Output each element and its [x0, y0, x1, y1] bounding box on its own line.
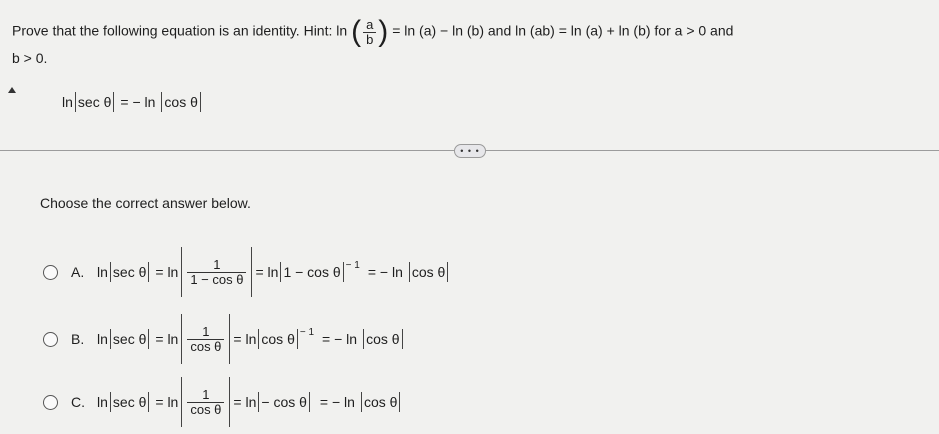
- option-letter: A.: [71, 264, 85, 280]
- math-eq: = ln: [155, 264, 179, 280]
- math-mid: = ln: [233, 331, 257, 347]
- math-eq: = ln: [155, 331, 179, 347]
- math-inner: sec θ: [112, 394, 147, 410]
- hint-numerator: a: [363, 18, 376, 33]
- math-inner: sec θ: [112, 331, 147, 347]
- collapse-triangle-icon[interactable]: [8, 87, 16, 93]
- statement-lhs: ln: [62, 94, 73, 110]
- answer-option-a[interactable]: [43, 247, 450, 297]
- radio-button-c[interactable]: [43, 395, 58, 410]
- math-ln: ln: [97, 264, 108, 280]
- answer-option-c[interactable]: [43, 377, 402, 427]
- option-math: [97, 247, 450, 297]
- math-rhs-inner: cos θ: [366, 331, 400, 347]
- prompt-text-2: = ln (a) − ln (b) and ln (ab) = ln (a) + ln (b) for a > 0 and: [392, 22, 734, 39]
- choose-instruction: Choose the correct answer below.: [40, 195, 251, 211]
- math-ln: ln: [97, 331, 108, 347]
- option-math: [97, 314, 405, 364]
- prompt-text-3: b > 0.: [12, 50, 48, 66]
- hint-fraction: [363, 18, 376, 47]
- more-options-button[interactable]: • • •: [454, 144, 486, 158]
- prompt-text-1: Prove that the following equation is an identity. Hint: ln: [12, 22, 348, 39]
- radio-button-b[interactable]: [43, 332, 58, 347]
- hint-denominator: b: [366, 31, 374, 47]
- option-fraction: $\frac{1}{\text{cos θ}}$: [187, 325, 224, 354]
- math-mid-inner: cos θ: [261, 331, 295, 347]
- question-prompt: [12, 17, 932, 69]
- right-paren: ): [378, 15, 389, 48]
- math-rhs: = − ln: [367, 264, 403, 280]
- math-rhs-inner: cos θ: [411, 264, 446, 280]
- math-rhs: = − ln: [319, 394, 355, 410]
- identity-statement: [62, 92, 203, 112]
- math-mid: = ln: [233, 394, 257, 410]
- option-letter: B.: [71, 331, 85, 347]
- math-exponent: − 1: [345, 259, 360, 271]
- statement-rhs: = − ln: [120, 94, 156, 110]
- statement-inner: sec θ: [77, 94, 112, 110]
- option-fraction: $\frac{1}{\text{cos θ}}$: [187, 388, 224, 417]
- math-exponent: − 1: [299, 326, 315, 338]
- left-paren: (: [351, 15, 362, 48]
- math-mid-inner: 1 − cos θ: [283, 264, 341, 280]
- option-fraction: $\frac{1}{\text{1 − cos θ}}$: [187, 258, 246, 287]
- answer-option-b[interactable]: [43, 314, 405, 364]
- math-ln: ln: [97, 394, 108, 410]
- math-rhs-inner: cos θ: [363, 394, 398, 410]
- math-rhs: = − ln: [322, 331, 358, 347]
- radio-button-a[interactable]: [43, 265, 58, 280]
- math-mid-inner: − cos θ: [261, 394, 307, 410]
- option-letter: C.: [71, 394, 85, 410]
- math-inner: sec θ: [112, 264, 147, 280]
- option-math: [97, 377, 402, 427]
- math-eq: = ln: [155, 394, 179, 410]
- math-mid: = ln: [255, 264, 279, 280]
- statement-rhs-inner: cos θ: [164, 94, 198, 110]
